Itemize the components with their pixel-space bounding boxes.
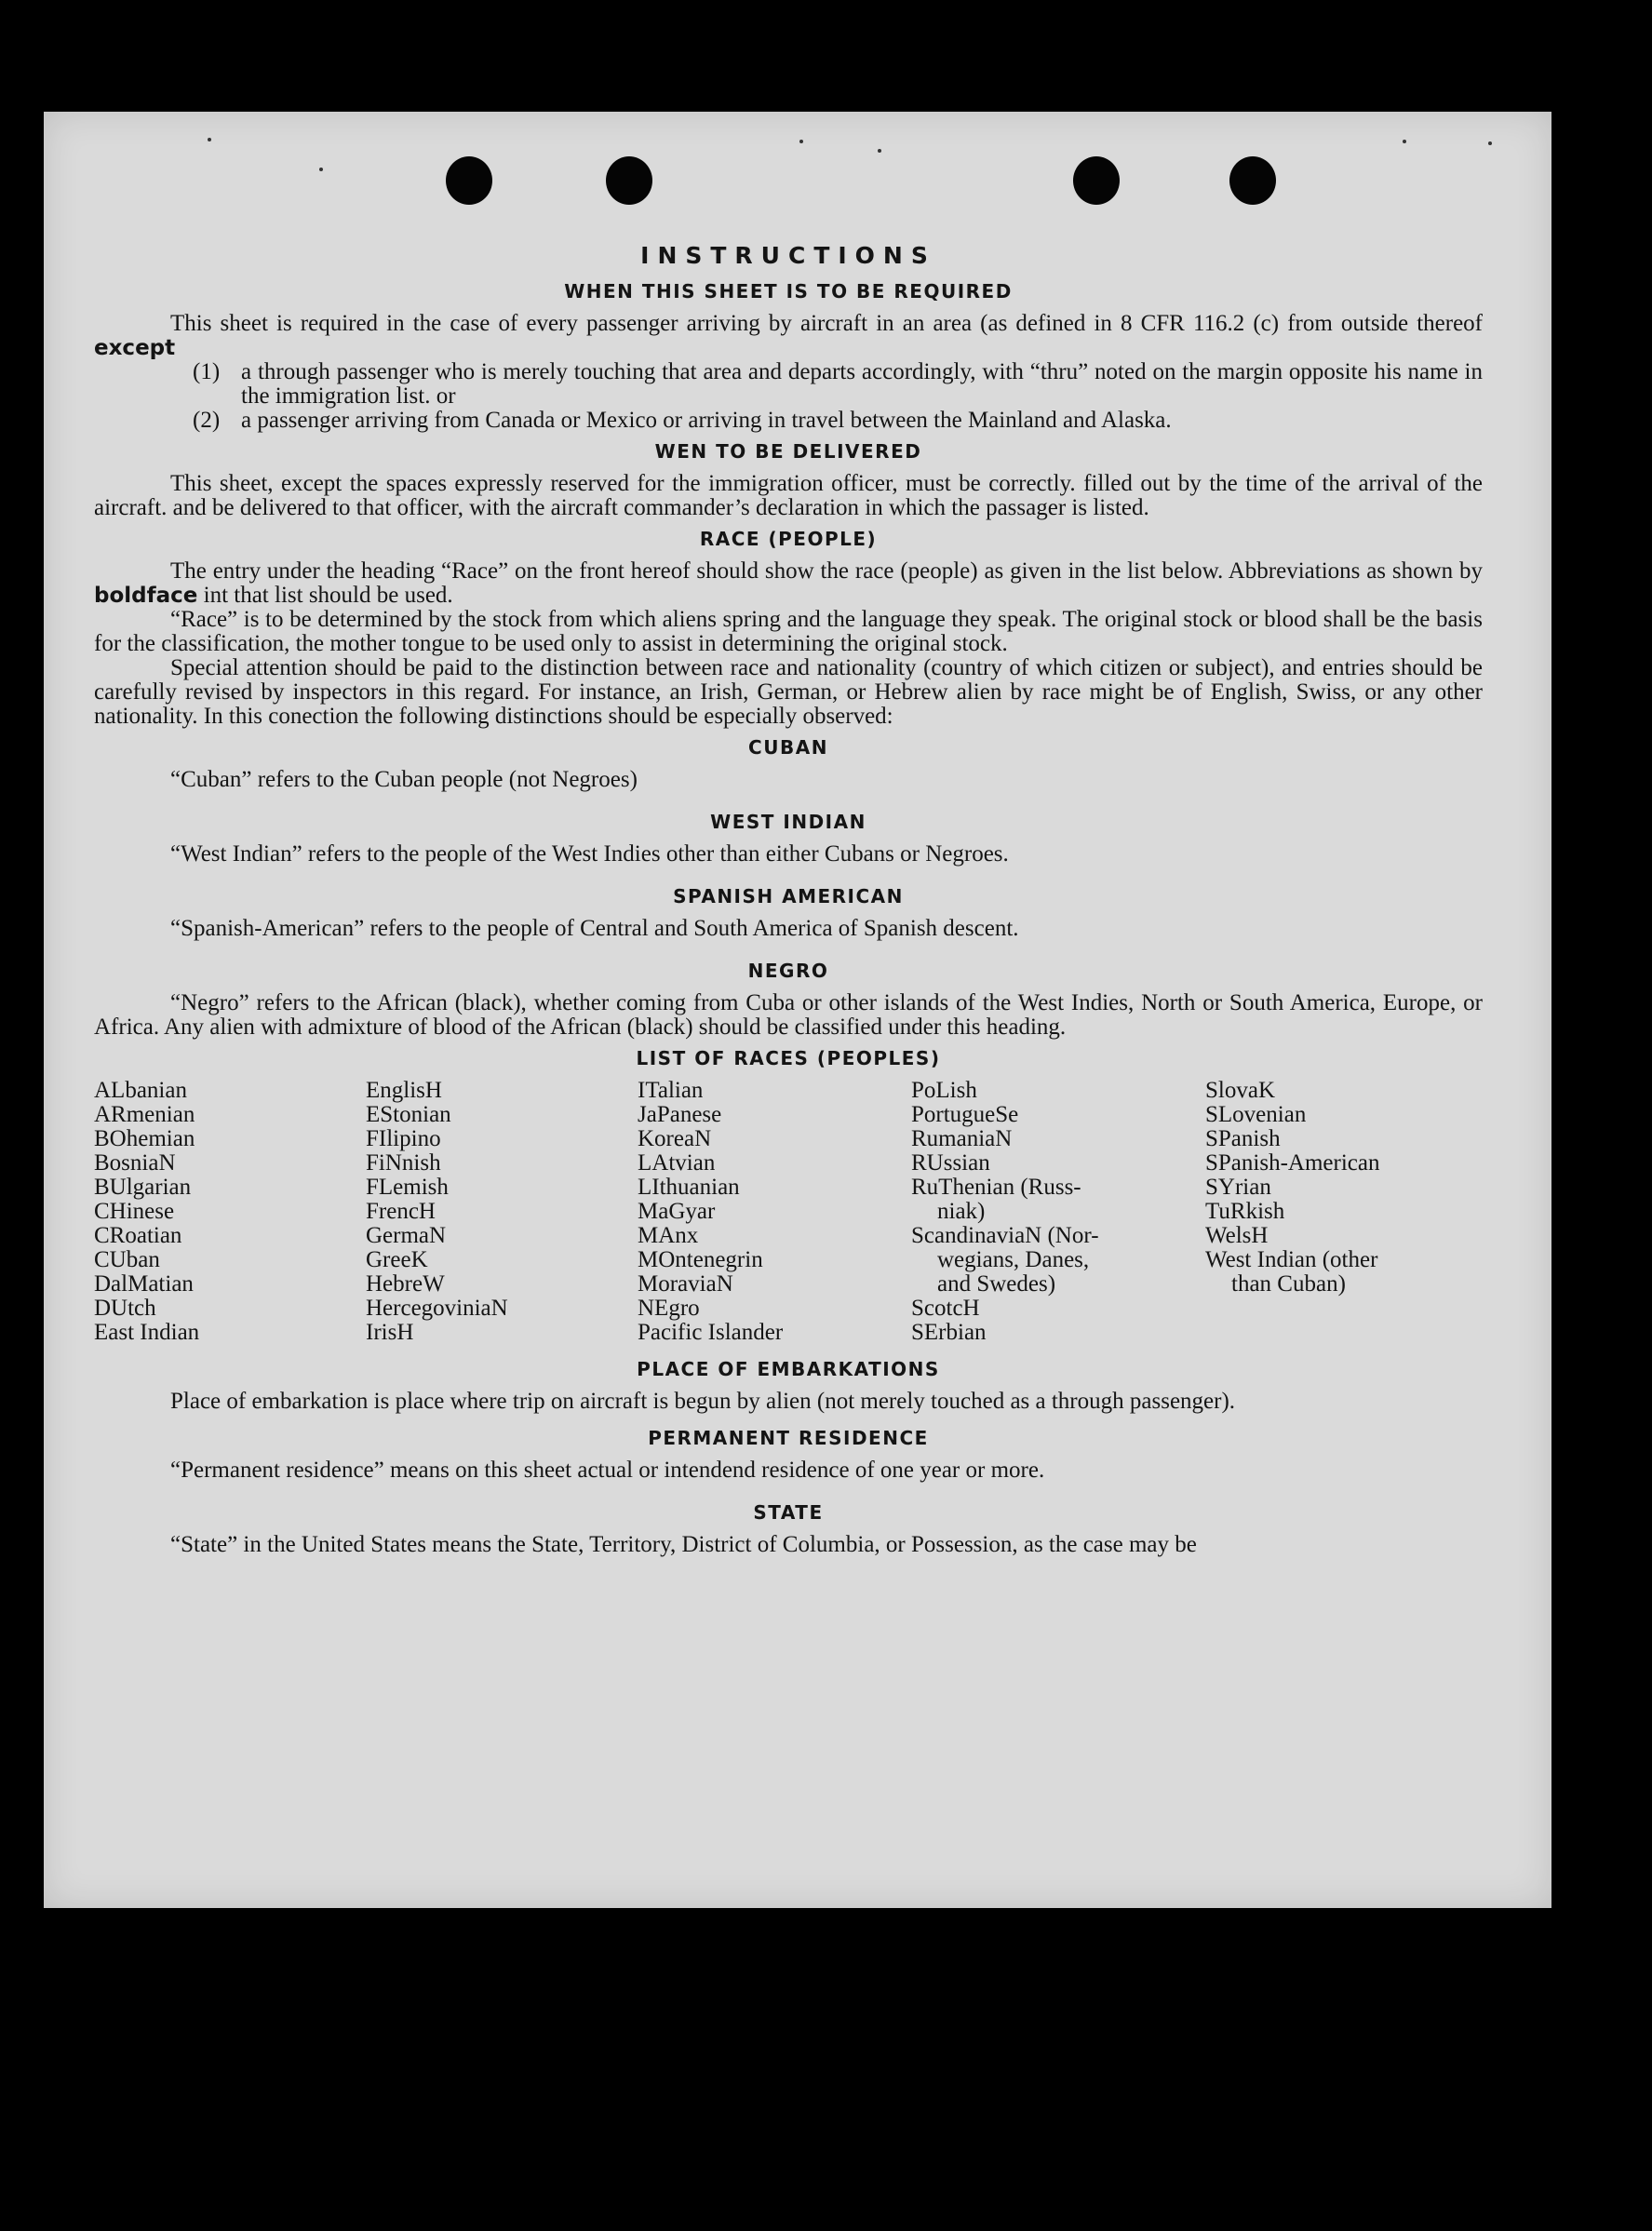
race-item: RuThenian (Russ- <box>911 1175 1081 1200</box>
race-item: KoreaN <box>638 1126 712 1151</box>
race-item: EStonian <box>366 1102 451 1127</box>
race-item: SPanish <box>1205 1126 1281 1151</box>
paragraph: “Race” is to be determined by the stock from which aliens spring and the language they speak. The original stock or blood shall be the basis for the classification, the mother tongue to be used only to assist in determining the original stock. <box>94 607 1483 656</box>
race-item: wegians, Danes, <box>937 1247 1090 1272</box>
race-item: SLovenian <box>1205 1102 1307 1127</box>
paragraph: Place of embarkation is place where trip on aircraft is begun by alien (not merely touched as a through passenger). <box>170 1389 1236 1414</box>
race-item: CRoatian <box>94 1223 182 1248</box>
race-item: West Indian (other <box>1205 1247 1378 1272</box>
paragraph: “West Indian” refers to the people of the West Indies other than either Cubans or Negroes. <box>170 841 1009 867</box>
race-item: RumaniaN <box>911 1126 1013 1151</box>
race-item: PoLish <box>911 1078 977 1103</box>
race-item: EnglisH <box>366 1078 442 1103</box>
race-item: DalMatian <box>94 1271 194 1297</box>
instructions-content <box>94 242 1483 1557</box>
speck <box>1403 140 1406 143</box>
race-item: TuRkish <box>1205 1199 1285 1224</box>
paragraph: “State” in the United States means the State, Territory, District of Columbia, or Possession, as the case may be <box>170 1532 1197 1557</box>
race-item: MoraviaN <box>638 1271 733 1297</box>
paragraph: “Negro” refers to the African (black), whether coming from Cuba or other islands of the West Indies, North or South America, Europe, or Africa. Any alien with admixture of blood of the African (black) should be classified under this heading. <box>94 990 1483 1040</box>
list-item: (1) a through passenger who is merely touching that area and departs accordingly, with “thru” noted on the margin opposite his name in the immigration list. or <box>193 359 1483 409</box>
races-column <box>638 1079 911 1345</box>
races-column <box>94 1079 366 1345</box>
paragraph: The entry under the heading “Race” on the front hereof should show the race (people) as given in the list below. Abbreviations as shown by boldface int that list should be used. <box>94 558 1483 608</box>
races-column <box>366 1079 638 1345</box>
race-item: LIthuanian <box>638 1175 740 1200</box>
race-item: than Cuban) <box>1231 1271 1346 1297</box>
race-item: ITalian <box>638 1078 704 1103</box>
section-heading: LIST OF RACES (PEOPLES) <box>636 1047 941 1069</box>
race-item: MaGyar <box>638 1199 716 1224</box>
race-item: JaPanese <box>638 1102 722 1127</box>
race-item: BosniaN <box>94 1150 176 1176</box>
race-item: FrencH <box>366 1199 436 1224</box>
race-item: GermaN <box>366 1223 447 1248</box>
race-item: MOntenegrin <box>638 1247 763 1272</box>
race-item: LAtvian <box>638 1150 716 1176</box>
race-item: GreeK <box>366 1247 428 1272</box>
race-item: ScotcH <box>911 1296 980 1321</box>
paragraph: “Spanish-American” refers to the people of Central and South America of Spanish descent. <box>170 916 1019 941</box>
race-item: niak) <box>937 1199 986 1224</box>
race-item: FiNnish <box>366 1150 441 1176</box>
punch-hole <box>1229 156 1276 205</box>
punch-hole <box>1073 156 1120 205</box>
race-item: HercegoviniaN <box>366 1296 508 1321</box>
race-item: WelsH <box>1205 1223 1269 1248</box>
race-item: Pacific Islander <box>638 1320 784 1345</box>
race-item: DUtch <box>94 1296 156 1321</box>
section-heading: CUBAN <box>748 736 828 759</box>
paragraph: Special attention should be paid to the distinction between race and nationality (country of which citizen or subject), and entries should be carefully revised by inspectors in this regard. For instance, an Irish, German, or Hebrew alien by race might be of English, Swiss, or any other nationality. In this conection the following distinctions should be especially observed: <box>94 655 1483 729</box>
race-item: ScandinaviaN (Nor- <box>911 1223 1099 1248</box>
bold-text: except <box>94 336 176 360</box>
races-column <box>1205 1079 1483 1345</box>
race-item: and Swedes) <box>937 1271 1056 1297</box>
section-heading: PLACE OF EMBARKATIONS <box>637 1358 940 1380</box>
race-item: NEgro <box>638 1296 700 1321</box>
paragraph: This sheet is required in the case of every passenger arriving by aircraft in an area (as defined in 8 CFR 116.2 (c) from outside thereof except <box>94 311 1483 360</box>
race-item: SPanish-American <box>1205 1150 1380 1176</box>
race-item: East Indian <box>94 1320 200 1345</box>
section-heading: WHEN THIS SHEET IS TO BE REQUIRED <box>564 280 1013 302</box>
paragraph: This sheet, except the spaces expressly reserved for the immigration officer, must be correctly. filled out by the time of the arrival of the aircraft. and be delivered to that officer, with the aircraft commander’s declaration in which the passager is listed. <box>94 471 1483 520</box>
section-heading: WEST INDIAN <box>710 811 866 833</box>
races-list <box>94 1079 1483 1345</box>
race-item: RUssian <box>911 1150 990 1176</box>
section-heading: WEN TO BE DELIVERED <box>654 440 922 463</box>
list-item: (2) a passenger arriving from Canada or Mexico or arriving in travel between the Mainland and Alaska. <box>193 408 1172 433</box>
section-heading: RACE (PEOPLE) <box>699 528 878 550</box>
race-item: HebreW <box>366 1271 445 1297</box>
race-item: CUban <box>94 1247 160 1272</box>
paragraph: “Permanent residence” means on this sheet actual or intendend residence of one year or more. <box>170 1458 1045 1483</box>
paragraph: “Cuban” refers to the Cuban people (not Negroes) <box>170 767 638 792</box>
race-item: ALbanian <box>94 1078 187 1103</box>
page-title: INSTRUCTIONS <box>640 242 936 269</box>
race-item: SErbian <box>911 1320 987 1345</box>
race-item: BUlgarian <box>94 1175 192 1200</box>
speck <box>208 138 211 141</box>
bold-text: boldface <box>94 584 198 608</box>
section-heading: SPANISH AMERICAN <box>673 885 904 907</box>
section-heading: NEGRO <box>747 960 829 982</box>
race-item: FLemish <box>366 1175 449 1200</box>
race-item: ARmenian <box>94 1102 195 1127</box>
section-heading: PERMANENT RESIDENCE <box>648 1427 929 1449</box>
speck <box>799 140 803 143</box>
speck <box>878 149 881 153</box>
race-item: IrisH <box>366 1320 414 1345</box>
race-item: BOhemian <box>94 1126 195 1151</box>
speck <box>1488 141 1492 145</box>
race-item: MAnx <box>638 1223 699 1248</box>
race-item: CHinese <box>94 1199 175 1224</box>
punch-hole <box>446 156 492 205</box>
races-column <box>911 1079 1205 1345</box>
race-item: SYrian <box>1205 1175 1271 1200</box>
race-item: FIlipino <box>366 1126 441 1151</box>
punch-hole <box>606 156 652 205</box>
section-heading: STATE <box>753 1501 824 1524</box>
race-item: SlovaK <box>1205 1078 1275 1103</box>
speck <box>319 168 323 171</box>
instruction-sheet <box>44 112 1551 1908</box>
race-item: PortugueSe <box>911 1102 1019 1127</box>
